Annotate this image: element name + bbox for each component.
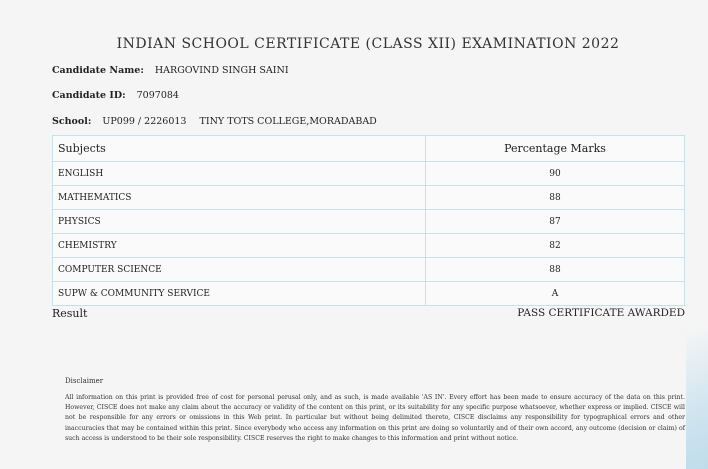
school-code: UP099 / 2226013: [102, 116, 187, 127]
table-row: [53, 234, 685, 258]
school-label: School:: [52, 116, 92, 127]
subject-cell: COMPUTER SCIENCE: [53, 258, 426, 282]
candidate-name-value: HARGOVIND SINGH SAINI: [154, 65, 289, 76]
marks-cell: A: [426, 282, 685, 306]
percentage-marks-header: Percentage Marks: [426, 136, 685, 162]
marks-cell: 88: [426, 186, 685, 210]
result-label: Result: [52, 307, 88, 320]
page-title: INDIAN SCHOOL CERTIFICATE (CLASS XII) EXAMINATION 2022: [116, 36, 620, 52]
marks-cell: 90: [426, 162, 685, 186]
candidate-id-label: Candidate ID:: [52, 90, 126, 101]
edge-shade: [686, 330, 708, 469]
marks-table-header: [53, 136, 685, 162]
result-value: PASS CERTIFICATE AWARDED: [517, 307, 685, 319]
subject-cell: SUPW & COMMUNITY SERVICE: [53, 282, 426, 306]
candidate-id-line: [52, 90, 189, 101]
candidate-name-label: Candidate Name:: [52, 65, 144, 76]
candidate-name-line: [52, 65, 299, 76]
subject-cell: MATHEMATICS: [53, 186, 426, 210]
table-row: [53, 282, 685, 306]
marks-cell: 82: [426, 234, 685, 258]
candidate-id-value: 7097084: [136, 90, 179, 101]
disclaimer-text: All information on this print is provided free of cost for personal perusal only, and as such, is made available 'AS IN'. Every effort has been made to ensure accuracy of the data on this print. However, CISCE does not make any claim about the accuracy or validity of the content on this print, or its suitability for any specific purpose whatsoever, whether express or implied. CISCE will not be responsible for any errors or omissions in this Web print. In particular but without being delimited thereto, CISCE disclaims any responsibility for typographical errors and other inaccuracies that may be contained within this print. Since everybody who access any information on this print are doing so voluntarily and of their own accord, any outcome (decision or claim) of such access is understood to be their sole responsibility. CISCE reserves the right to make changes to this information and print without notice.: [65, 394, 685, 442]
result-row: [52, 307, 685, 320]
marks-cell: 87: [426, 210, 685, 234]
marks-cell: 88: [426, 258, 685, 282]
table-row: [53, 186, 685, 210]
disclaimer-title: Disclaimer: [65, 377, 104, 385]
school-name: TINY TOTS COLLEGE,MORADABAD: [199, 116, 377, 127]
marks-table: [52, 135, 685, 306]
subject-cell: PHYSICS: [53, 210, 426, 234]
table-row: [53, 210, 685, 234]
table-row: [53, 162, 685, 186]
school-line: [52, 116, 387, 127]
subject-cell: ENGLISH: [53, 162, 426, 186]
table-row: [53, 258, 685, 282]
subjects-header: Subjects: [53, 136, 426, 162]
subject-cell: CHEMISTRY: [53, 234, 426, 258]
